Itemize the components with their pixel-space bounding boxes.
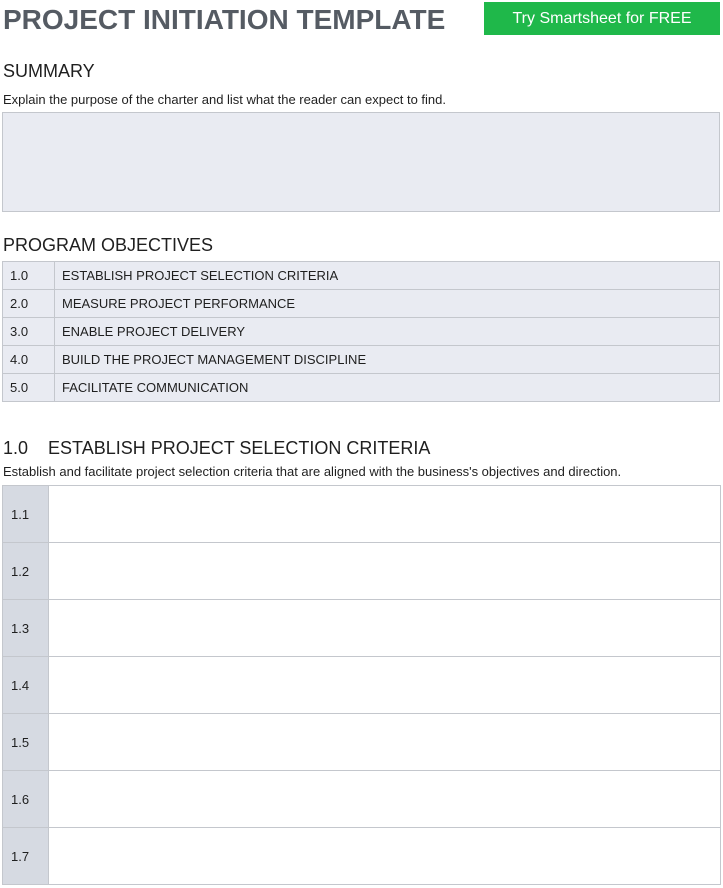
table-row [3, 290, 720, 318]
table-row [3, 600, 721, 657]
page-title: PROJECT INITIATION TEMPLATE [3, 4, 446, 35]
criteria-number: 1.6 [3, 771, 49, 828]
objective-label: FACILITATE COMMUNICATION [55, 374, 720, 402]
table-row [3, 771, 721, 828]
criteria-table [2, 485, 721, 885]
objective-number: 3.0 [3, 318, 55, 346]
objective-label: ESTABLISH PROJECT SELECTION CRITERIA [55, 262, 720, 290]
criteria-entry-field[interactable] [49, 543, 721, 600]
table-row [3, 543, 721, 600]
try-smartsheet-button[interactable]: Try Smartsheet for FREE [484, 2, 720, 35]
criteria-number: 1.2 [3, 543, 49, 600]
objective-label: ENABLE PROJECT DELIVERY [55, 318, 720, 346]
criteria-number: 1.5 [3, 714, 49, 771]
criteria-entry-field[interactable] [49, 828, 721, 885]
program-objectives-table [2, 261, 720, 402]
criteria-entry-field[interactable] [49, 486, 721, 543]
table-row [3, 486, 721, 543]
criteria-heading: 1.0 ESTABLISH PROJECT SELECTION CRITERIA [3, 438, 431, 458]
criteria-entry-field[interactable] [49, 657, 721, 714]
table-row [3, 262, 720, 290]
criteria-number: 1.1 [3, 486, 49, 543]
criteria-entry-field[interactable] [49, 771, 721, 828]
criteria-description: Establish and facilitate project selection criteria that are aligned with the business's objectives and direction. [3, 464, 622, 479]
criteria-entry-field[interactable] [49, 600, 721, 657]
objective-number: 2.0 [3, 290, 55, 318]
table-row [3, 374, 720, 402]
objective-number: 5.0 [3, 374, 55, 402]
objective-label: BUILD THE PROJECT MANAGEMENT DISCIPLINE [55, 346, 720, 374]
table-row [3, 714, 721, 771]
criteria-number: 1.4 [3, 657, 49, 714]
table-row [3, 657, 721, 714]
objective-label: MEASURE PROJECT PERFORMANCE [55, 290, 720, 318]
summary-text-area[interactable] [2, 112, 720, 212]
criteria-number: 1.7 [3, 828, 49, 885]
objective-number: 1.0 [3, 262, 55, 290]
criteria-entry-field[interactable] [49, 714, 721, 771]
objective-number: 4.0 [3, 346, 55, 374]
criteria-number: 1.3 [3, 600, 49, 657]
table-row [3, 318, 720, 346]
summary-heading: SUMMARY [3, 61, 95, 81]
summary-description: Explain the purpose of the charter and list what the reader can expect to find. [3, 92, 446, 107]
table-row [3, 828, 721, 885]
table-row [3, 346, 720, 374]
program-objectives-heading: PROGRAM OBJECTIVES [3, 235, 214, 255]
